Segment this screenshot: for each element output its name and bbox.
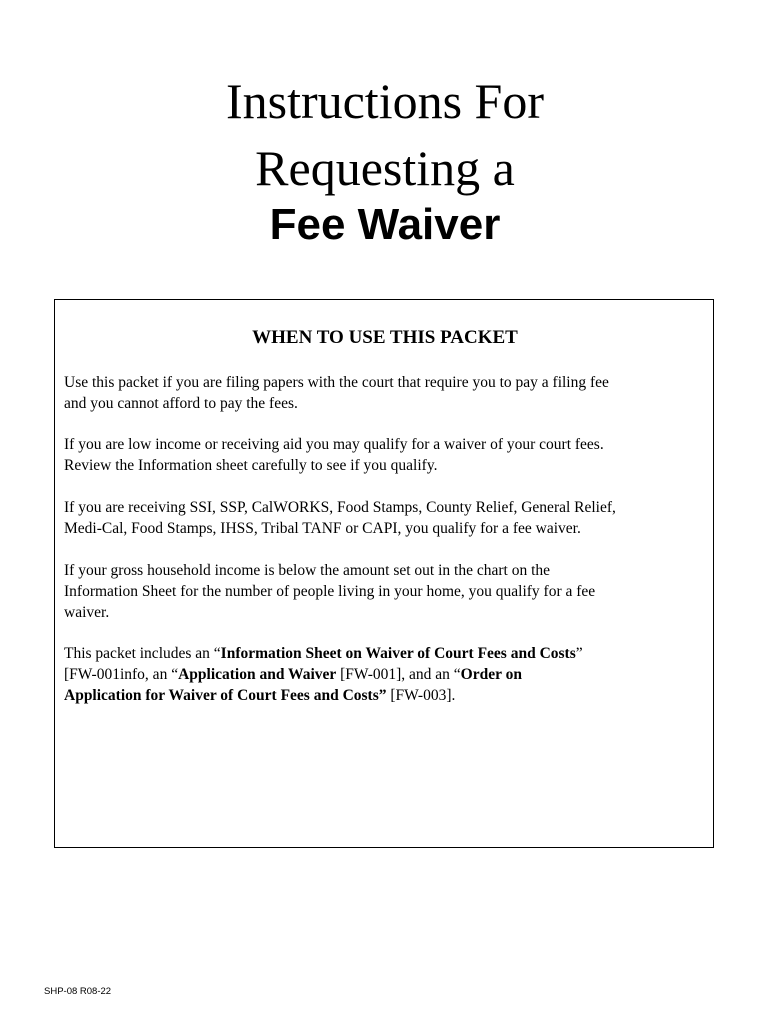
form-title-order-end: Application for Waiver of Court Fees and Costs” xyxy=(64,687,387,704)
paragraph-line: waiver. xyxy=(64,604,110,621)
title-line-1: Instructions For xyxy=(225,73,545,129)
title-line-2: Requesting a xyxy=(255,140,515,196)
paragraph-line: If your gross household income is below the amount set out in the chart on the xyxy=(64,562,551,579)
paragraph-when-to-use xyxy=(64,372,708,414)
paragraph-gross-income xyxy=(64,560,708,623)
title-line-3: Fee Waiver xyxy=(269,200,501,249)
paragraph-line: Information Sheet for the number of people living in your home, you qualify for a fee xyxy=(64,583,596,600)
paragraph-line: If you are receiving SSI, SSP, CalWORKS, Food Stamps, County Relief, General Relief, xyxy=(64,499,616,516)
form-revision-code: SHP-08 R08-22 xyxy=(44,986,112,997)
form-title-order-start: Order on xyxy=(460,666,522,683)
paragraph-low-income xyxy=(64,434,708,476)
paragraph-line: and you cannot afford to pay the fees. xyxy=(64,395,298,412)
text-fragment: ” xyxy=(575,645,583,662)
paragraph-line xyxy=(64,685,708,706)
box-heading: WHEN TO USE THIS PACKET xyxy=(252,327,518,348)
text-fragment: This packet includes an “ xyxy=(64,645,221,662)
paragraph-packet-contents xyxy=(64,643,708,706)
paragraph-line: If you are low income or receiving aid you may qualify for a waiver of your court fees. xyxy=(64,436,604,453)
text-fragment: [FW-003]. xyxy=(386,687,456,704)
text-fragment: [FW-001info, an “ xyxy=(64,666,179,683)
form-title-info-sheet: Information Sheet on Waiver of Court Fees and Costs xyxy=(220,645,576,662)
paragraph-line: Use this packet if you are filing papers with the court that require you to pay a filing fee xyxy=(64,374,609,391)
paragraph-line xyxy=(64,643,708,664)
paragraph-line xyxy=(64,664,708,685)
paragraph-receiving-aid xyxy=(64,497,708,539)
form-title-application: Application and Waiver xyxy=(178,666,337,683)
text-fragment: [FW-001], and an “ xyxy=(336,666,461,683)
paragraph-line: Medi-Cal, Food Stamps, IHSS, Tribal TANF or CAPI, you qualify for a fee waiver. xyxy=(64,520,581,537)
paragraph-line: Review the Information sheet carefully to see if you qualify. xyxy=(64,457,438,474)
